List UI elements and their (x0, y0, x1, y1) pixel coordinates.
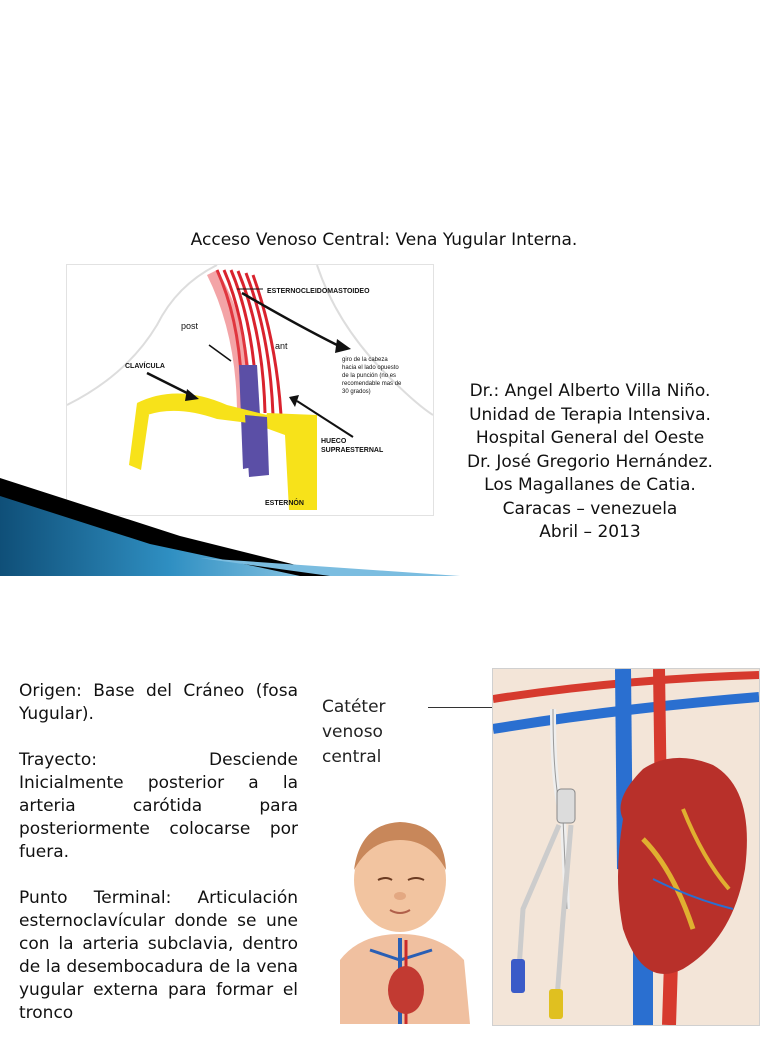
note-line-2: hacia el lado opuesto (342, 365, 399, 371)
label-scm: ESTERNOCLEIDOMASTOIDEO (267, 288, 370, 295)
slide-separator (0, 576, 768, 648)
label-clavicula: CLAVÍCULA (125, 363, 165, 370)
label-post: post (181, 321, 199, 331)
note-line-3: de la punción (no es (342, 373, 397, 379)
credit-line: Los Magallanes de Catia. (484, 475, 696, 495)
note-line-5: 30 grados) (342, 389, 371, 395)
label-hueco-2: SUPRAESTERNAL (321, 447, 384, 454)
credit-line: Dr. José Gregorio Hernández. (467, 451, 713, 472)
credit-line: Dr.: Angel Alberto Villa Niño. (469, 381, 711, 401)
paragraph-origen: Origen: Base del Cráneo (fosa Yugular). (19, 681, 298, 724)
slide-2-body (19, 680, 298, 1048)
slide-title: Acceso Venoso Central: Vena Yugular Interna. (190, 230, 578, 250)
credit-line: Abril – 2013 (539, 522, 641, 542)
author-credits (448, 380, 732, 545)
credit-line: Unidad de Terapia Intensiva. (469, 404, 711, 425)
heart-catheter-illustration (492, 668, 760, 1026)
credit-line: Caracas – venezuela (502, 498, 678, 519)
decorative-swoosh (0, 478, 460, 576)
label-hueco-1: HUECO (321, 438, 347, 445)
catheter-label: Catéter venoso central (322, 697, 386, 767)
infant-illustration (340, 810, 470, 1024)
paragraph-trayecto: Trayecto: Desciende Inicialmente posterior a la arteria carótida para posteriormente colocarse por fuera. (19, 750, 298, 862)
paragraph-punto-terminal: Punto Terminal: Articulación esternoclavícular donde se une con la arteria subclavia, dentro de la desembocadura de la vena yugular externa para formar el tronco (19, 888, 298, 1023)
note-line-4: recomendable mas de (342, 381, 402, 387)
credit-line: Hospital General del Oeste (475, 428, 705, 448)
label-esternon: ESTERNÓN (265, 500, 304, 507)
label-ant: ant (275, 341, 288, 351)
note-line-1: giro de la cabeza (342, 357, 388, 363)
